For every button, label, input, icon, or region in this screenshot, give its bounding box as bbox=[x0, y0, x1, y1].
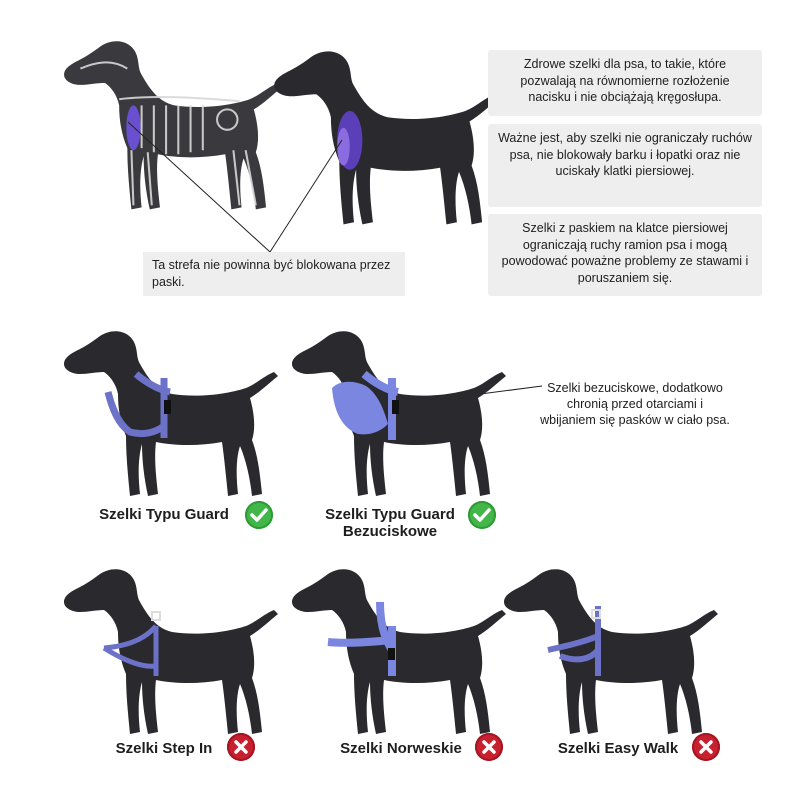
cross-icon bbox=[692, 733, 720, 761]
label-easy-walk: Szelki Easy Walk bbox=[557, 740, 679, 757]
muscle-dog-illustration bbox=[274, 51, 499, 224]
check-icon bbox=[468, 501, 496, 529]
guard-padded-harness-dog bbox=[292, 331, 506, 496]
info-box-chest-strap: Szelki z paskiem na klatce piersiowej ograniczają ruchy ramion psa i mogą powodować poważne problemy ze stawami i poruszaniem się. bbox=[488, 214, 762, 296]
label-guard: Szelki Typu Guard bbox=[99, 506, 229, 523]
easy-walk-harness-dog bbox=[504, 569, 718, 734]
padded-harness-note: Szelki bezuciskowe, dodatkowo chronią przed otarciami i wbijaniem się pasków w ciało psa. bbox=[540, 381, 730, 427]
info-box-movement: Ważne jest, aby szelki nie ograniczały ruchów psa, nie blokowały barku i łopatki oraz nie uciskały klatki piersiowej. bbox=[488, 124, 762, 207]
skeleton-dog-illustration bbox=[64, 41, 282, 209]
norwegian-harness-dog bbox=[292, 569, 506, 734]
cross-icon bbox=[475, 733, 503, 761]
label-guard-padded: Szelki Typu Guard Bezuciskowe bbox=[325, 506, 455, 540]
check-icon bbox=[245, 501, 273, 529]
guard-harness-dog bbox=[64, 331, 278, 496]
label-step-in: Szelki Step In bbox=[115, 740, 213, 757]
step-in-harness-dog bbox=[64, 569, 278, 734]
label-norwegian: Szelki Norweskie bbox=[340, 740, 462, 757]
info-box-healthy-harness: Zdrowe szelki dla psa, to takie, które pozwalają na równomierne rozłożenie nacisku i nie obciążają kręgosłupa. bbox=[488, 50, 762, 116]
cross-icon bbox=[227, 733, 255, 761]
zone-callout: Ta strefa nie powinna być blokowana przez paski. bbox=[143, 252, 405, 296]
